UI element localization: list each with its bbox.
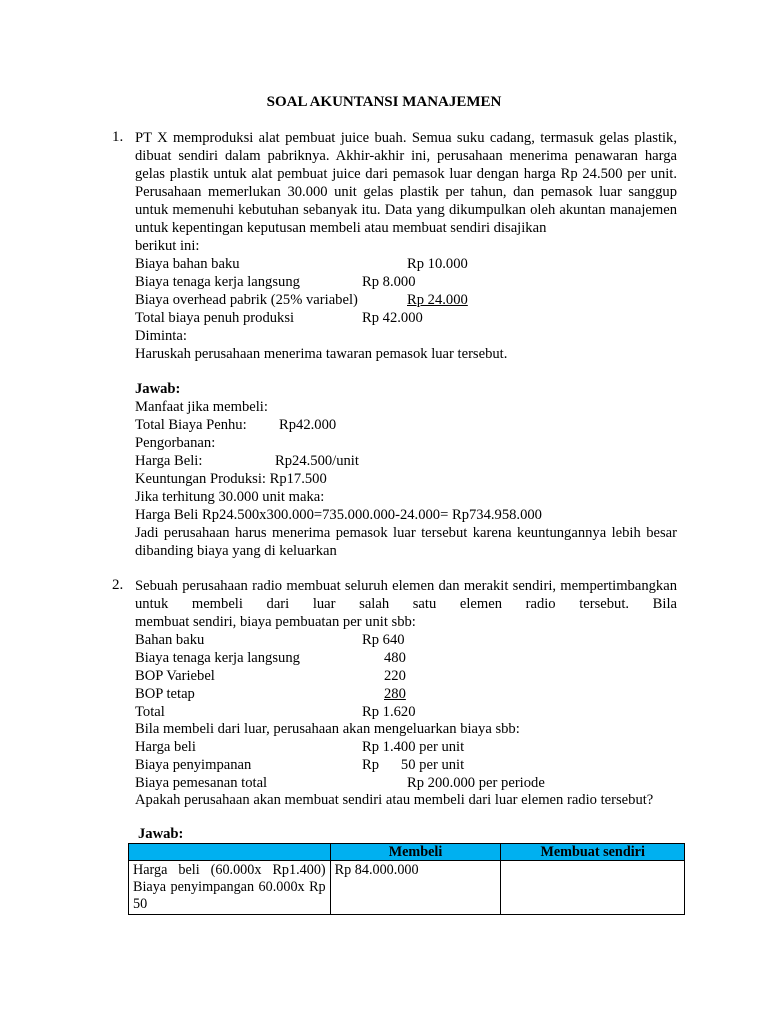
q2-buy-label-0: Harga beli: [135, 739, 196, 755]
question-2-text: Sebuah perusahaan radio membuat seluruh elemen dan merakit sendiri, mempertimbangkan untuk membeli dari luar salah satu elemen radio tersebut. Bila: [135, 578, 677, 612]
q1-diminta-label: Diminta:: [135, 328, 187, 344]
q1-diminta-text: Haruskah perusahaan menerima tawaran pemasok luar tersebut.: [135, 346, 508, 362]
q2-cost-label-3: BOP tetap: [135, 686, 195, 702]
q1-answer-line-0: Manfaat jika membeli:: [135, 399, 268, 415]
question-2-number: 2.: [112, 577, 124, 593]
q1-conclusion: Jadi perusahaan harus menerima pemasok luar tersebut karena keuntungannya lebih besar: [135, 525, 677, 541]
q2-buy-label-1: Biaya penyimpanan: [135, 757, 252, 773]
answer-table: [128, 843, 685, 915]
question-1-text: PT X memproduksi alat pembuat juice buah. Semua suku cadang, termasuk gelas plastik, dibuat sendiri dalam pabriknya. Akhir-akhir ini, perusahaan menerima penawaran harga gelas plastik untuk alat pembuat juice dari pemasok luar dengan harga Rp 24.500 per unit. Perusahaan memerlukan 30.000 unit gelas plastik per tahun, dan pemasok luar sanggup untuk memenuhi kebutuhan sebanyak itu. Data yang dikumpulkan oleh akuntan manajemen untuk kepentingan keputusan membeli atau membuat sendiri disajikan: [135, 130, 677, 236]
q2-cost-label-1: Biaya tenaga kerja langsung: [135, 650, 300, 666]
q2-cost-label-2: BOP Variebel: [135, 668, 215, 684]
q2-buy-value-0: Rp 1.400 per unit: [362, 739, 465, 755]
q1-answer-line-1: Total Biaya Penhu:: [135, 417, 247, 433]
q1-answer-line-6: Harga Beli Rp24.500x300.000=735.000.000-24.000= Rp734.958.000: [135, 507, 542, 523]
q1-answer-line-3: Harga Beli:: [135, 453, 203, 469]
q2-cost-value-1: 480: [384, 650, 406, 666]
q2-buy-intro: Bila membeli dari luar, perusahaan akan mengeluarkan biaya sbb:: [135, 721, 520, 737]
document-title: SOAL AKUNTANSI MANAJEMEN: [266, 94, 502, 110]
q2-cost-value-2: 220: [384, 668, 406, 684]
q1-answer-value-1: Rp42.000: [279, 417, 337, 433]
q1-answer-line-2: Pengorbanan:: [135, 435, 216, 451]
question-1-text-end: berikut ini:: [135, 238, 200, 254]
table-cell-membeli: Rp 84.000.000: [330, 861, 501, 915]
q1-cost-label-2: Biaya overhead pabrik (25% variabel): [135, 292, 358, 308]
q2-buy-label-2: Biaya pemesanan total: [135, 775, 268, 791]
answer-table-header-membeli: Membeli: [330, 844, 501, 861]
q1-cost-value-1: Rp 8.000: [362, 274, 416, 290]
answer-table-header-0: [129, 844, 331, 861]
q1-cost-label-1: Biaya tenaga kerja langsung: [135, 274, 300, 290]
answer-table-header-row: [129, 844, 685, 861]
q2-buy-value-2: Rp 200.000 per periode: [407, 775, 545, 791]
q2-buy-value-1: Rp 50 per unit: [362, 757, 465, 773]
q1-answer-line-5: Jika terhitung 30.000 unit maka:: [135, 489, 325, 505]
q1-cost-value-0: Rp 10.000: [407, 256, 468, 272]
answer-table-header-membuat-sendiri: Membuat sendiri: [501, 844, 685, 861]
question-2-text-end: membuat sendiri, biaya pembuatan per unit sbb:: [135, 614, 416, 630]
question-1-number: 1.: [112, 129, 124, 145]
table-cell-membuat-sendiri: [501, 861, 685, 915]
q1-cost-value-2: Rp 24.000: [407, 292, 468, 308]
q1-conclusion-end: dibanding biaya yang di keluarkan: [135, 543, 337, 559]
q2-cost-value-3: 280: [384, 686, 406, 702]
table-row: [129, 861, 685, 915]
q1-answer-value-3: Rp24.500/unit: [275, 453, 359, 469]
q1-cost-value-3: Rp 42.000: [362, 310, 423, 326]
q2-question: Apakah perusahaan akan membuat sendiri atau membeli dari luar elemen radio tersebut?: [135, 792, 654, 808]
q2-jawab-label: Jawab:: [138, 826, 184, 842]
q2-cost-label-0: Bahan baku: [135, 632, 205, 648]
q1-answer-line-4: Keuntungan Produksi: Rp17.500: [135, 471, 327, 487]
table-cell-description: Harga beli (60.000x Rp1.400) Biaya penyimpangan 60.000x Rp 50: [129, 861, 331, 915]
q1-jawab-label: Jawab:: [135, 381, 181, 397]
q2-cost-value-4: Rp 1.620: [362, 704, 416, 720]
q1-cost-label-3: Total biaya penuh produksi: [135, 310, 295, 326]
q2-cost-label-4: Total: [135, 704, 165, 720]
q2-cost-value-0: Rp 640: [362, 632, 405, 648]
q1-cost-label-0: Biaya bahan baku: [135, 256, 240, 272]
